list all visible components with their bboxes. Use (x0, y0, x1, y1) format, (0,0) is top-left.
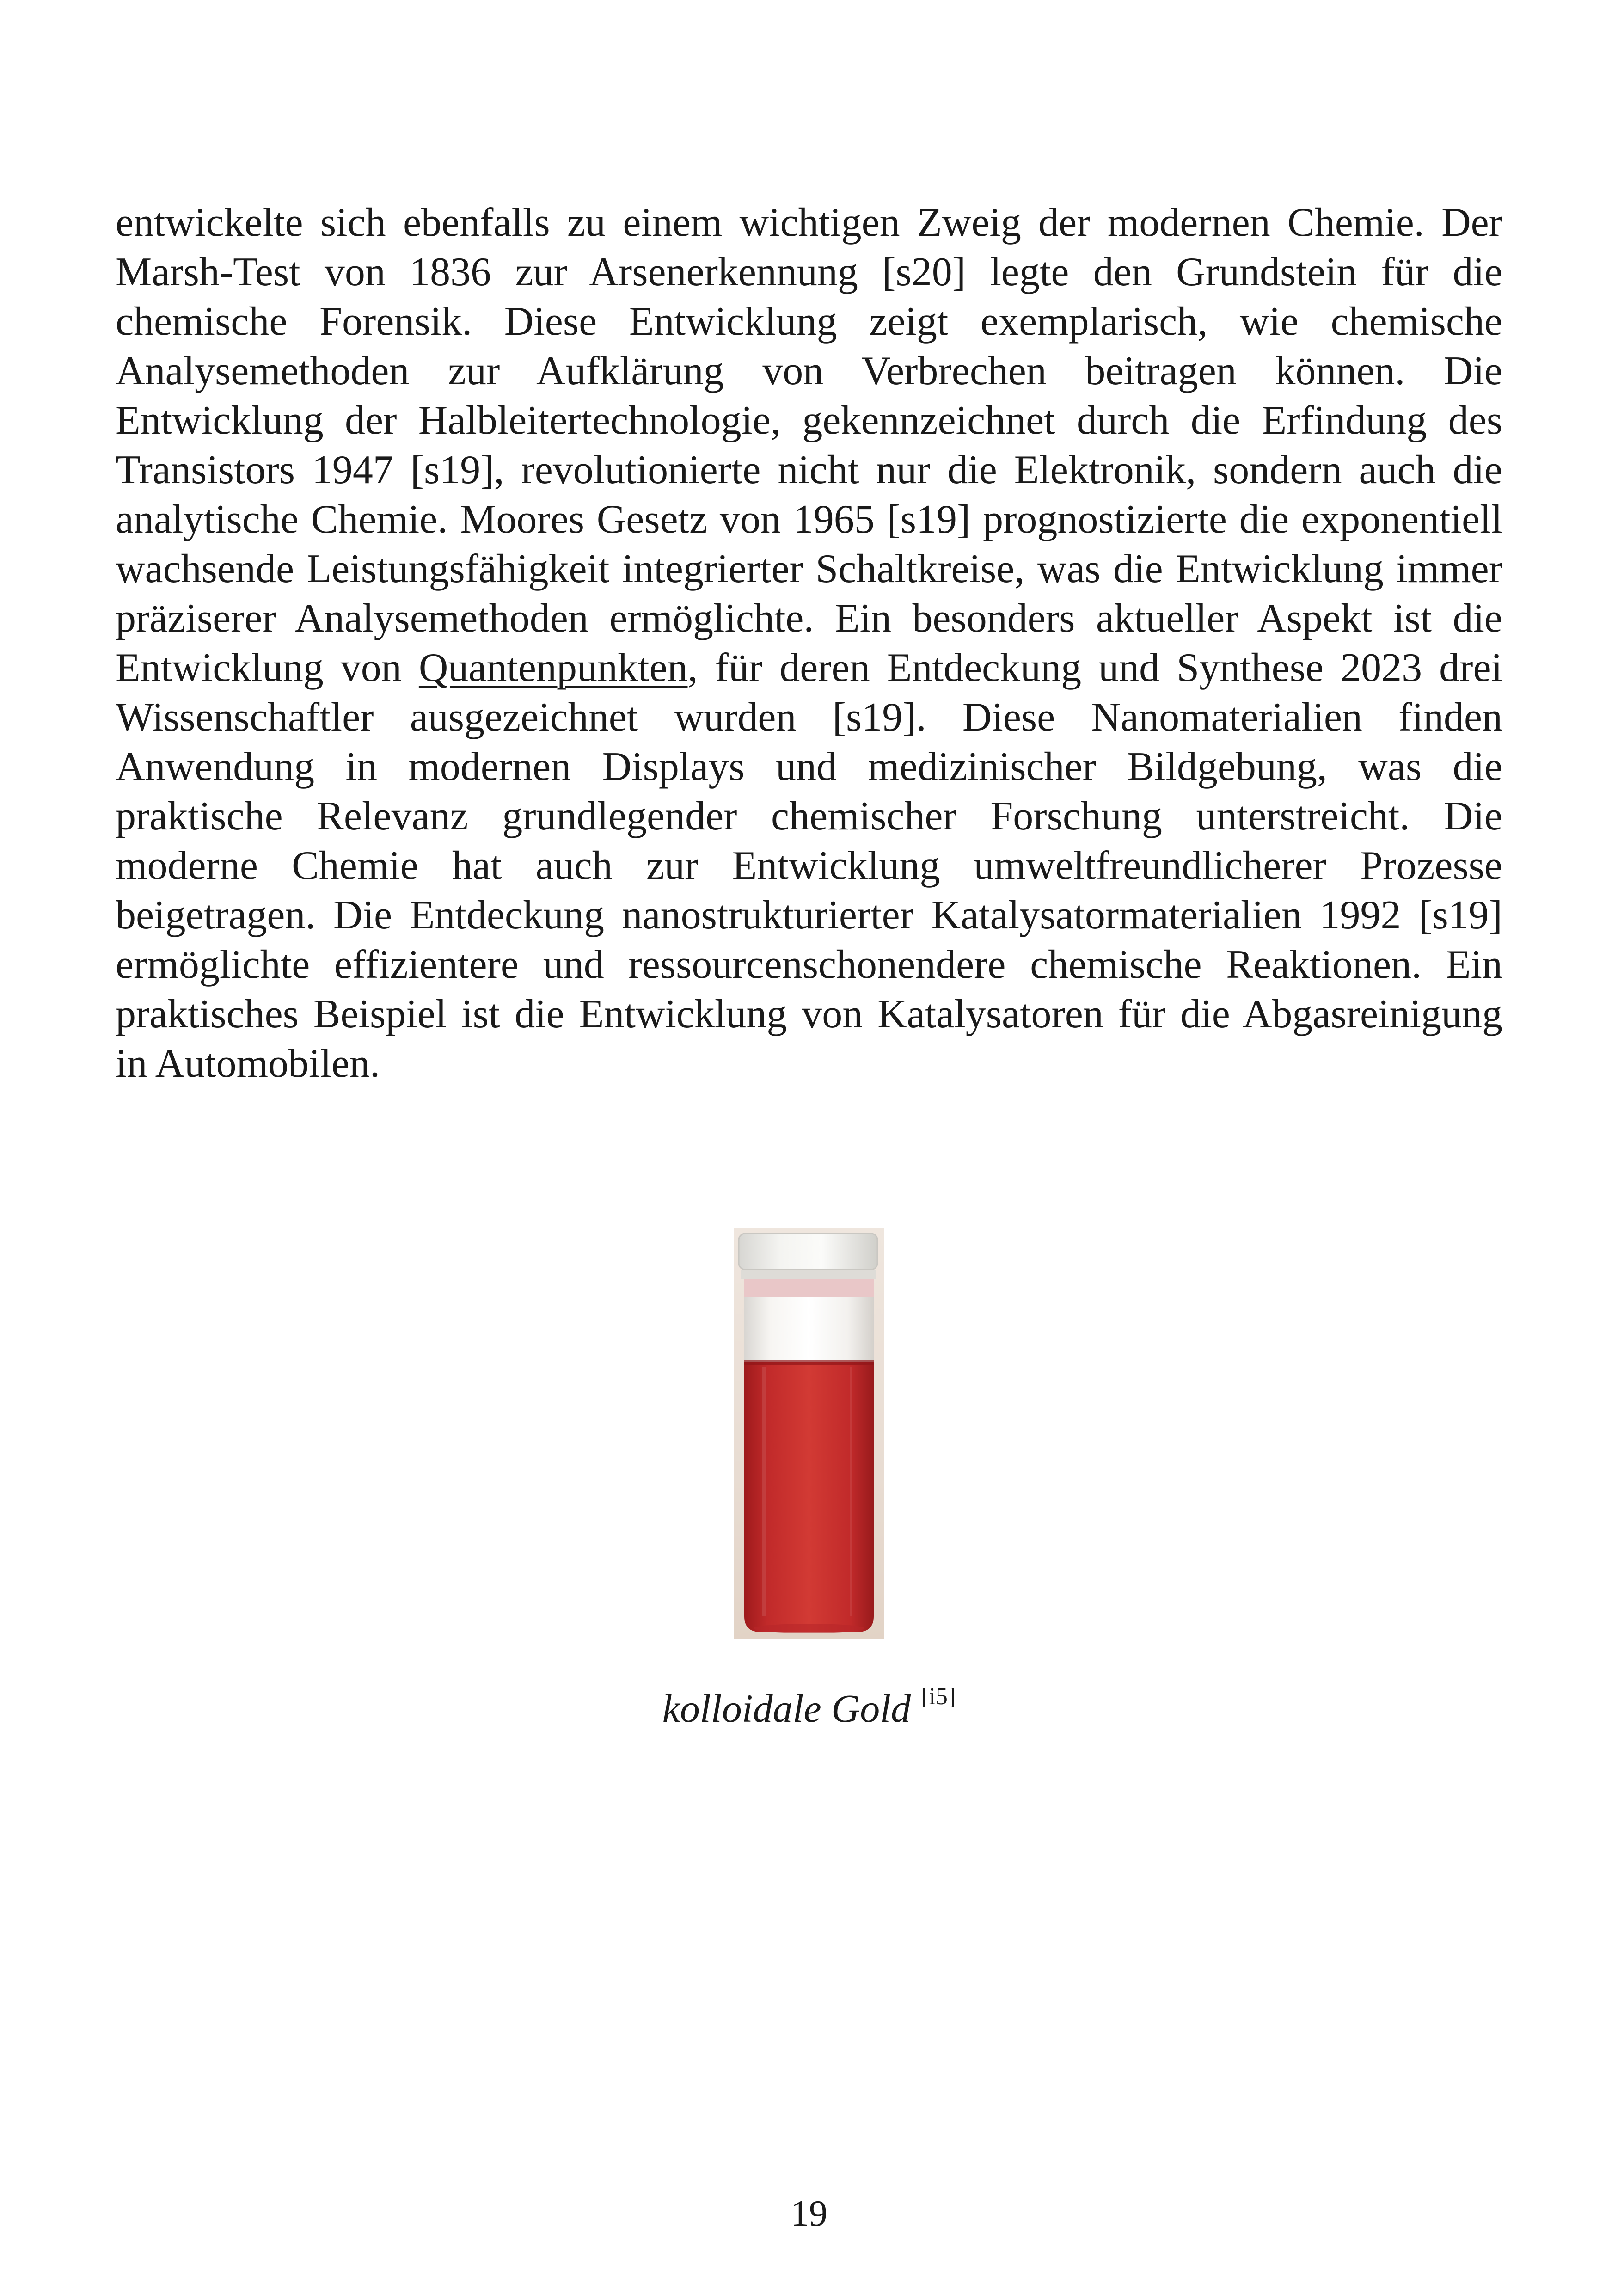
colloidal-gold-vial-photo (734, 1228, 884, 1639)
vial-glass (744, 1297, 874, 1362)
vial-illustration (734, 1228, 884, 1639)
caption-reference: [i5] (921, 1683, 956, 1710)
body-paragraph (116, 198, 1502, 1088)
paragraph-text-start: entwickelte sich ebenfalls zu einem wichtigen Zweig der modernen Chemie. Der Marsh-Test von 1836 zur Arsenerkennung [s20] legte den Grundstein für die chemische Forensik. Diese Entwicklung zeigt exemplarisch, wie chemische Analysemethoden zur Aufklärung von Verbrechen beitragen können. Die Entwicklung der Halbleitertechnologie, gekennzeichnet durch die Erfindung des Transistors 1947 [s19], revolutionierte nicht nur die Elektronik, sondern auch die analytische Chemie. Moores Gesetz von 1965 [s19] prognostizierte die exponentiell wachsende Leistungsfähigkeit integrierter Schaltkreise, was die Entwicklung immer präziserer Analysemethoden ermöglichte. Ein besonders aktueller Aspekt ist die Entwicklung von (116, 200, 1502, 690)
paragraph-text-end: , für deren Entdeckung und Synthese 2023 drei Wissenschaftler ausgezeichnet wurden [s19]. Diese Nanomaterialien finden Anwendung in modernen Displays und medizinischer Bildgebung, was die praktische Relevanz grundlegender chemischer Forschung unterstreicht. Die moderne Chemie hat auch zur Entwicklung umweltfreundlicherer Prozesse beigetragen. Die Entdeckung nanostrukturierter Katalysatormaterialien 1992 [s19] ermöglichte effizientere und ressourcenschonendere chemische Reaktionen. Ein praktisches Beispiel ist die Entwicklung von Katalysatoren für die Abgasreinigung in Automobilen. (116, 645, 1502, 1086)
quantenpunkten-link[interactable]: Quantenpunkten (418, 645, 688, 690)
vial-cap (739, 1234, 877, 1270)
figure-caption (0, 1683, 1618, 1740)
page-number: 19 (791, 2193, 827, 2234)
caption-text: kolloidale Gold (662, 1686, 911, 1731)
